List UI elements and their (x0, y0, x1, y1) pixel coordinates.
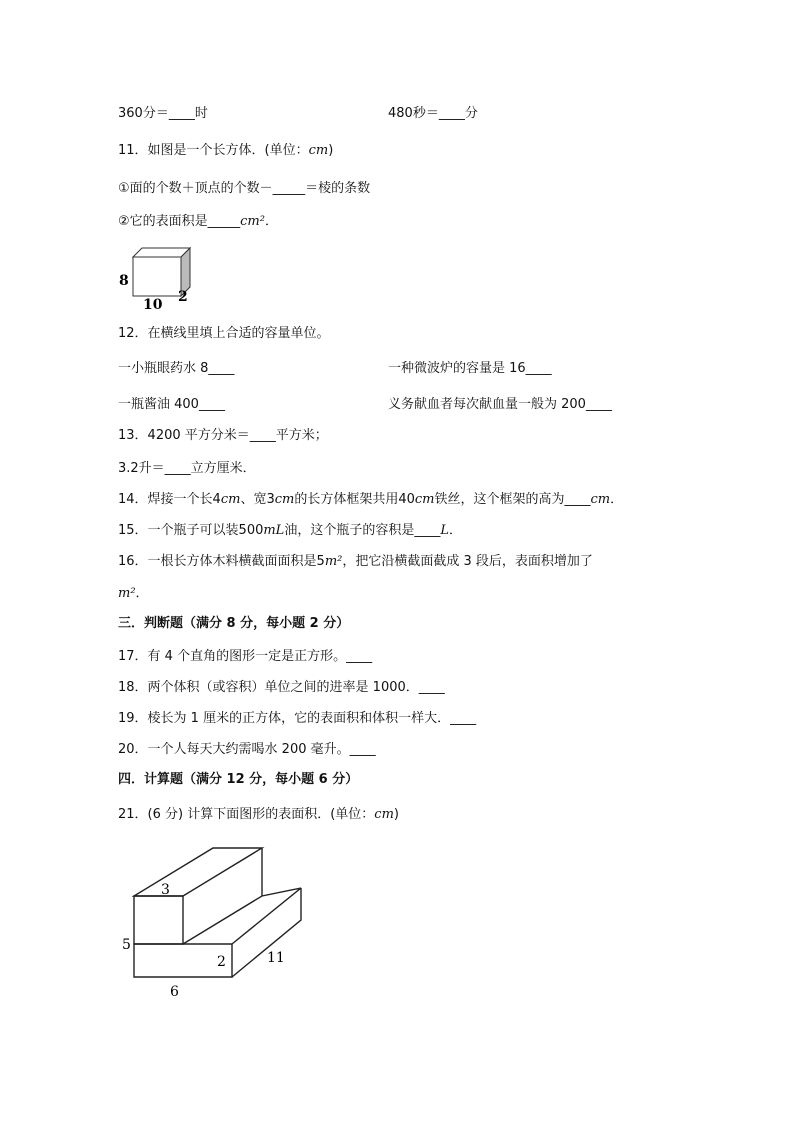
q21-title: 21．(6 分) 计算下面图形的表面积．(单位：cm) (118, 807, 399, 822)
q16-line2: m²． (118, 586, 149, 601)
top-width-label: 3 (161, 882, 170, 898)
q11-title: 11．如图是一个长方体．(单位：cm) (118, 143, 334, 158)
depth-label: 11 (267, 950, 285, 966)
step-solid-figure (115, 838, 315, 1003)
q12-item-c: 一瓶酱油 400____ (118, 397, 225, 412)
row-conversion-hours: 360分＝____时 (118, 106, 208, 121)
q12-item-b: 一种微波炉的容量是 16____ (388, 361, 552, 376)
q13-line2: 3.2升＝____立方厘米． (118, 461, 256, 476)
section-4-heading: 四．计算题（满分 12 分，每小题 6 分） (118, 772, 359, 787)
q20: 20．一个人每天大约需喝水 200 毫升。____ (118, 742, 376, 757)
cuboid-front-face (133, 257, 181, 296)
step-height-label: 2 (217, 954, 226, 970)
cuboid-height-label: 8 (119, 273, 129, 289)
q12-item-a: 一小瓶眼药水 8____ (118, 361, 235, 376)
row-conversion-minutes: 480秒＝____分 (388, 106, 478, 121)
q19: 19．棱长为 1 厘米的正方体，它的表面积和体积一样大．____ (118, 711, 477, 726)
q16-line1: 16．一根长方体木料横截面面积是5m²，把它沿横截面截成 3 段后，表面积增加了 (118, 554, 593, 569)
q12-item-d: 义务献血者每次献血量一般为 200____ (388, 397, 612, 412)
upper-block-front (134, 896, 183, 944)
q15: 15．一个瓶子可以装500mL油，这个瓶子的容积是____L． (118, 523, 462, 538)
q12-title: 12．在横线里填上合适的容量单位。 (118, 326, 330, 341)
cuboid-top-face (133, 248, 190, 257)
upper-block-top (134, 848, 262, 896)
section-3-heading: 三．判断题（满分 8 分，每小题 2 分） (118, 616, 350, 631)
height-label: 5 (122, 937, 131, 953)
q13-line1: 13．4200 平方分米＝____平方米； (118, 428, 328, 443)
cuboid-figure (115, 243, 195, 313)
lower-block-top (183, 888, 301, 944)
cuboid-width-label: 2 (178, 289, 188, 305)
cuboid-length-label: 10 (143, 297, 163, 313)
q18: 18．两个体积（或容积）单位之间的进率是 1000．____ (118, 680, 445, 695)
q11-part2: ②它的表面积是_____cm²． (118, 214, 278, 229)
q11-part1: ①面的个数＋顶点的个数－_____＝棱的条数 (118, 181, 371, 196)
length-label: 6 (170, 984, 179, 1000)
q17: 17．有 4 个直角的图形一定是正方形。____ (118, 649, 373, 664)
q14: 14．焊接一个长4cm、宽3cm的长方体框架共用40cm铁丝，这个框架的高为____cm． (118, 492, 624, 507)
